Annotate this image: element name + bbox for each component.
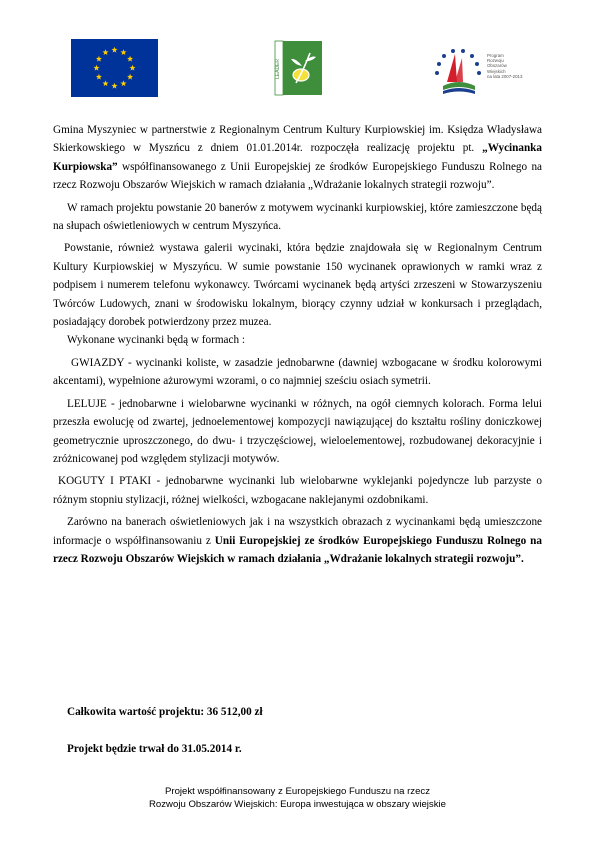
paragraph-gwiazdy: GWIAZDY - wycinanki koliste, w zasadzie jednobarwne (dawniej wzbogacane w środku kolorowymi akcentami), wypełnione ażurowymi wzorami, o co najmniej sześciu osiach symetrii. — [53, 356, 542, 388]
project-end-date: Projekt będzie trwał do 31.05.2014 r. — [67, 743, 242, 755]
eu-star-icon — [120, 80, 126, 86]
text-run-bold: Unii Europejskiej ze środków Europejskiego Funduszu Rolnego na rzecz Rozwoju Obszarów Wiejskich w ramach działania „Wdrażanie lokalnych strategii rozwoju”. — [53, 534, 542, 565]
eu-star-icon — [120, 49, 126, 55]
footer-line: Projekt współfinansowany z Europejskiego Funduszu na rzecz — [164, 786, 431, 797]
paragraph-leluje: LELUJE - jednobarwne i wielobarwne wycinanki w różnych, na ogół ciemnych kolorach. Forma lelui przeszła ewolucję od zwartej, jednoelementowej kompozycji nawiązującej do kształtu rośliny doniczkowej geometrycznie uproszczonego, do dwu- i trzyczęściowej, wieloelementowej, rozbudowanej dekoracyjnie i zróżnicowanej pod względem stylizacji motywów. — [53, 397, 542, 465]
text-run: Gmina Myszyniec w partnerstwie z Regionalnym Centrum Kultury Kurpiowskiej im. Księdza Władysława Skierkowskiego w Myszńcu z dniem 01.01.2014r. rozpoczęła realizację projektu pt. — [53, 124, 542, 155]
paragraph-banners: W ramach projektu powstanie 20 banerów z motywem wycinanki kurpiowskiej, które zamieszczone będą na słupach oświetleniowych w centrum Myszyńca. — [53, 201, 542, 233]
eu-star-icon — [102, 80, 108, 86]
eu-flag-icon — [71, 39, 158, 97]
eu-star-icon — [111, 47, 117, 53]
paragraph-exhibition: Powstanie, również wystawa galerii wycinaki, która będzie znajdowała się w Regionalnym Centrum Kultury Kurpiowskiej w Myszyńcu. W sumie powstanie 150 wycinanek oprawionych w ramki wraz z podpisem i numerem telefonu wykonawcy. Twórcami wycinanek będą artyści zrzeszeni w Stowarzyszeniu Twórców Ludowych, znani w środowisku lokalnym, biorący czynny udział w konkursach i przeglądach, posiadający dorobek potwierdzony przez muzea. — [53, 242, 542, 329]
eu-star-icon — [96, 74, 102, 80]
project-title: „Wycinanka Kurpiowska” — [53, 142, 542, 173]
prow-text-line: Wiejskich — [487, 68, 506, 74]
text-run: współfinansowanego z Unii Europejskiej ze środków Europejskiego Funduszu Rolnego na rzecz Rozwoju Obszarów Wiejskich w ramach działania „Wdrażanie lokalnych strategii rozwoju”. — [53, 160, 542, 192]
eu-star-icon — [127, 74, 133, 80]
svg-text:LEADER: LEADER — [275, 58, 281, 79]
paragraph-forms-intro: Wykonane wycinanki będą w formach : — [67, 334, 245, 347]
paragraph-intro — [53, 121, 542, 195]
prow-text-line: Rozwoju — [487, 58, 504, 64]
footer — [0, 786, 595, 811]
eu-star-icon — [96, 56, 102, 62]
text-run: Zarówno na banerach oświetleniowych jak i na wszystkich obrazach z wycinankami będą umieszczone informacje o współfinansowaniu z — [53, 516, 542, 547]
eu-star-icon — [93, 65, 99, 71]
eu-star-icon — [102, 49, 108, 55]
eu-star-icon — [129, 65, 135, 71]
paragraph-cofinancing — [53, 513, 542, 568]
eu-star-icon — [111, 83, 117, 89]
leader-logo-icon — [274, 39, 324, 97]
eu-star-icon — [127, 56, 133, 62]
prow-logo-icon — [429, 42, 542, 98]
document-body — [53, 121, 542, 568]
footer-line: Rozwoju Obszarów Wiejskich: Europa inwestująca w obszary wiejskie — [149, 798, 446, 810]
prow-text-line: Obszarów — [487, 63, 507, 69]
project-value: Całkowita wartość projektu: 36 512,00 zł — [67, 706, 263, 718]
prow-text-line: na lata 2007-2013 — [487, 73, 523, 79]
paragraph-koguty: KOGUTY I PTAKI - jednobarwne wycinanki lub wielobarwne wyklejanki pojedyncze lub parzyste o różnym stopniu stylizacji, różnej wielkości, wzbogacane naklejanymi ozdobnikami. — [53, 475, 542, 506]
prow-text-line: Program — [487, 53, 504, 58]
